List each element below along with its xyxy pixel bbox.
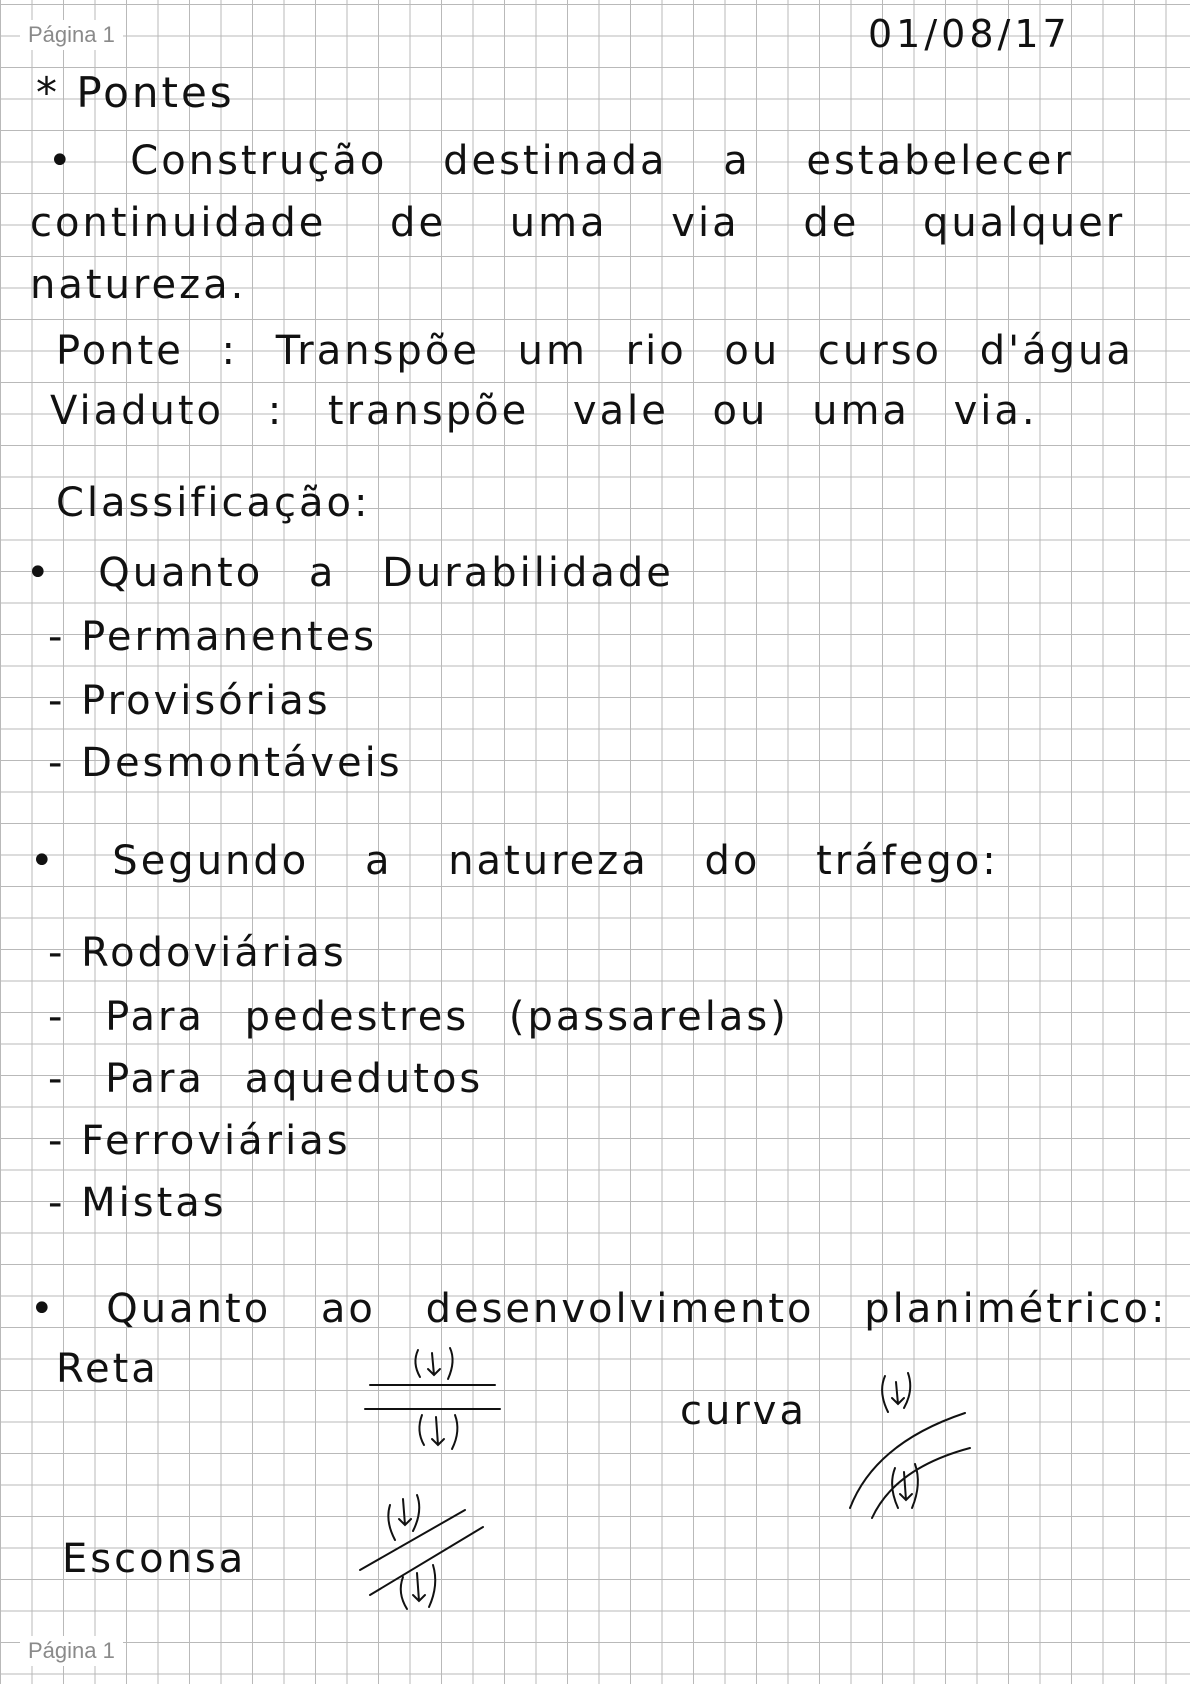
list-item-mistas: - Mistas bbox=[48, 1180, 227, 1226]
note-line-definition-2: continuidade de uma via de qualquer bbox=[30, 200, 1126, 246]
note-line-planimetrico: • Quanto ao desenvolvimento planimétrico: bbox=[30, 1286, 1168, 1332]
note-date: 01/08/17 bbox=[868, 12, 1071, 56]
curved-bridge-sketch bbox=[840, 1368, 980, 1528]
list-item-pedestres: - Para pedestres (passarelas) bbox=[48, 994, 789, 1040]
note-line-classificacao: Classificação: bbox=[56, 480, 371, 526]
heading-pontes: * Pontes bbox=[36, 68, 235, 117]
list-item-aquedutos: - Para aquedutos bbox=[48, 1056, 484, 1102]
label-curva: curva bbox=[680, 1388, 807, 1434]
list-item-ferroviarias: - Ferroviárias bbox=[48, 1118, 351, 1164]
note-line-trafego: • Segundo a natureza do tráfego: bbox=[30, 838, 999, 884]
page-label-bottom: Página 1 bbox=[20, 1636, 123, 1666]
note-line-definition-1: • Construção destinada a estabelecer bbox=[48, 138, 1074, 184]
straight-bridge-sketch bbox=[360, 1345, 510, 1465]
label-esconsa: Esconsa bbox=[62, 1536, 247, 1582]
page-label-top: Página 1 bbox=[20, 20, 123, 50]
note-line-definition-3: natureza. bbox=[30, 262, 247, 308]
list-item-provisorias: - Provisórias bbox=[48, 678, 331, 724]
list-item-permanentes: - Permanentes bbox=[48, 614, 378, 660]
skewed-bridge-sketch bbox=[355, 1485, 490, 1615]
note-line-durabilidade: • Quanto a Durabilidade bbox=[26, 550, 674, 596]
list-item-desmontaveis: - Desmontáveis bbox=[48, 740, 403, 786]
note-line-viaduto: Viaduto : transpõe vale ou uma via. bbox=[50, 388, 1038, 434]
label-reta: Reta bbox=[56, 1346, 159, 1392]
list-item-rodoviarias: - Rodoviárias bbox=[48, 930, 347, 976]
note-line-ponte: Ponte : Transpõe um rio ou curso d'água bbox=[56, 328, 1134, 374]
